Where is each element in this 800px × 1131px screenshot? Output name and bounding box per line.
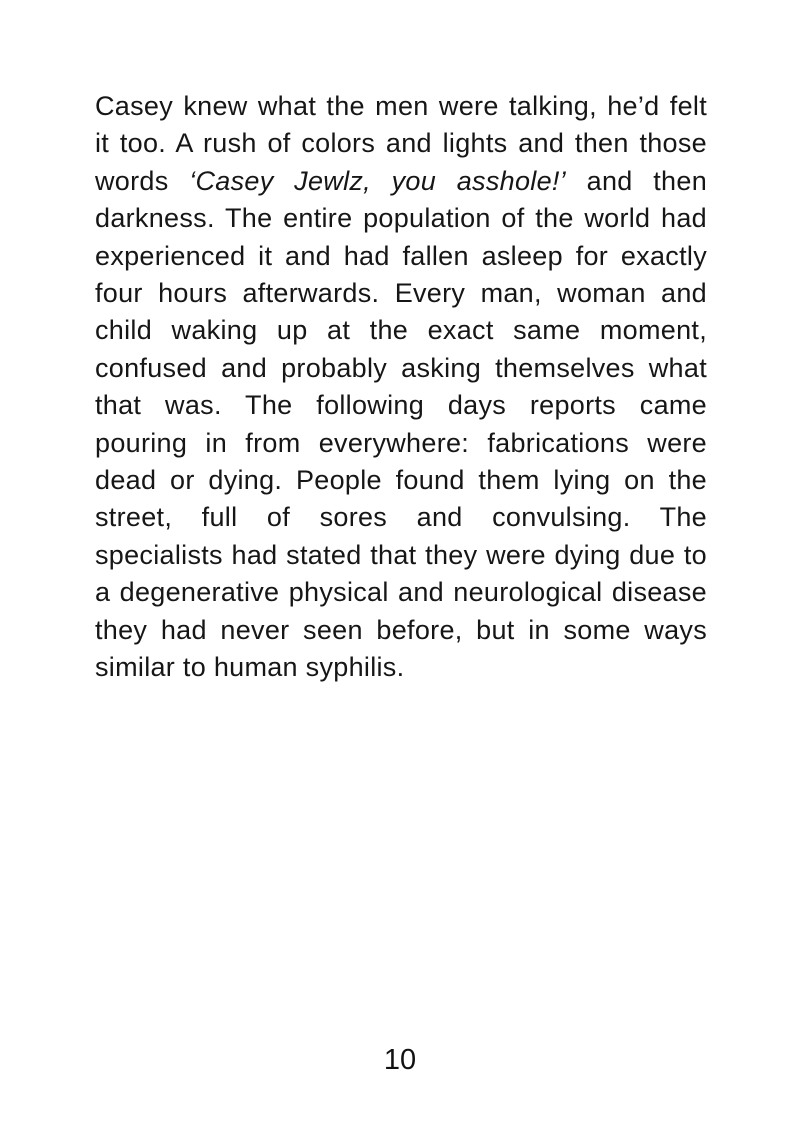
body-text-lead: Casey knew what the men were talking, he’d felt it too. A rush of colors and lights and then those words: [95, 91, 707, 196]
page-number: 10: [383, 1044, 417, 1076]
body-text: [95, 88, 707, 687]
body-text-tail: and then darkness. The entire population of the world had experienced it and had fallen asleep for exactly four hours afterwards. Every man, woman and child waking up at the exact same moment, confused and probably asking themselves what that was. The following days reports came pouring in from everywhere: fabrications were dead or dying. People found them lying on the street, full of sores and convulsing. The specialists had stated that they were dying due to a degenerative physical and neurological disease they had never seen before, but in some ways similar to human syphilis.: [95, 165, 708, 683]
emphasis-quote: ‘Casey Jewlz, you asshole!’: [189, 165, 566, 196]
